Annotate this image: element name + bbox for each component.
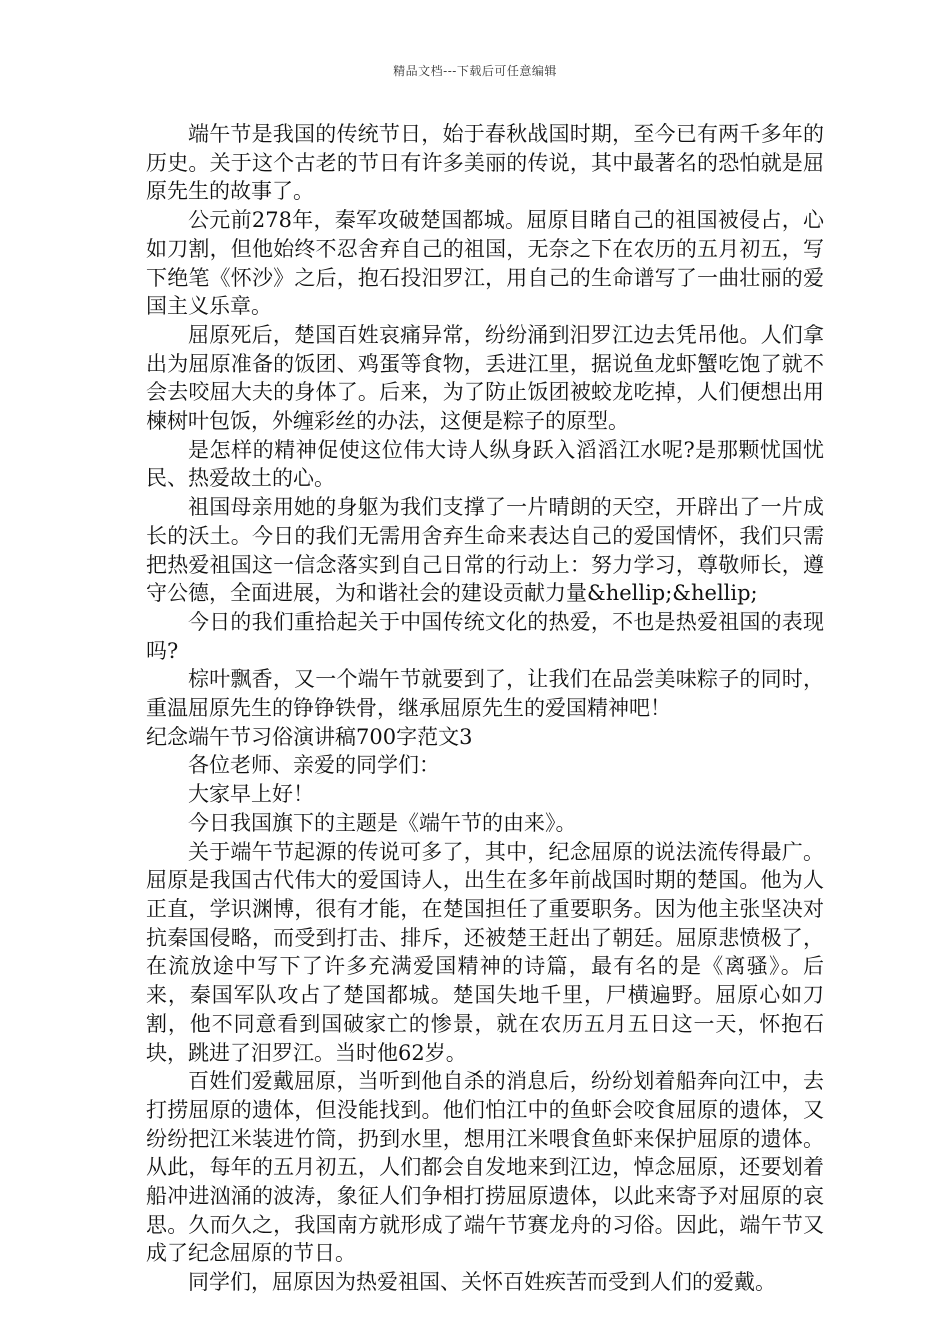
- paragraph: 祖国母亲用她的身躯为我们支撑了一片晴朗的天空，开辟出了一片成长的沃土。今日的我们无需用舍弃生命来表达自己的爱国情怀，我们只需把热爱祖国这一信念落实到自己日常的行动上：努力学习，尊敬师长，遵守公德，全面进展，为和谐社会的建设贡献力量&hellip;&hellip;: [146, 495, 824, 606]
- document-body: [146, 120, 824, 1297]
- paragraph: 今日我国旗下的主题是《端午节的由来》。: [188, 810, 577, 835]
- paragraph: 今日的我们重拾起关于中国传统文化的热爱，不也是热爱祖国的表现吗?: [146, 609, 824, 663]
- paragraph: 棕叶飘香，又一个端午节就要到了，让我们在品尝美味粽子的同时，重温屈原先生的铮铮铁骨，继承屈原先生的爱国精神吧！: [146, 667, 824, 721]
- paragraph: 大家早上好！: [188, 782, 314, 807]
- paragraph: 屈原死后，楚国百姓哀痛异常，纷纷涌到汨罗江边去凭吊他。人们拿出为屈原准备的饭团、鸡蛋等食物，丢进江里，据说鱼龙虾蟹吃饱了就不会去咬屈大夫的身体了。后来，为了防止饭团被蛟龙吃掉，人们便想出用楝树叶包饭，外缠彩丝的办法，这便是粽子的原型。: [146, 322, 824, 434]
- page-header: 精品文档---下载后可任意编辑: [393, 64, 557, 78]
- section-title: 纪念端午节习俗演讲稿700字范文3: [146, 724, 473, 749]
- paragraph: 关于端午节起源的传说可多了，其中，纪念屈原的说法流传得最广。屈原是我国古代伟大的爱国诗人，出生在多年前战国时期的楚国。他为人正直，学识渊博，很有才能，在楚国担任了重要职务。因为他主张坚决对抗秦国侵略，而受到打击、排斥，还被楚王赶出了朝廷。屈原悲愤极了，在流放途中写下了许多充满爱国精神的诗篇，最有名的是《离骚》。后来，秦国军队攻占了楚国都城。楚国失地千里，尸横遍野。屈原心如刀割，他不同意看到国破家亡的惨景，就在农历五月五日这一天，怀抱石块，跳进了汨罗江。当时他62岁。: [146, 839, 824, 1065]
- paragraph: 端午节是我国的传统节日，始于春秋战国时期，至今已有两千多年的历史。关于这个古老的节日有许多美丽的传说，其中最著名的恐怕就是屈原先生的故事了。: [146, 122, 824, 204]
- paragraph: 百姓们爱戴屈原，当听到他自杀的消息后，纷纷划着船奔向江中，去打捞屈原的遗体，但没能找到。他们怕江中的鱼虾会咬食屈原的遗体，又纷纷把江米装进竹筒，扔到水里，想用江米喂食鱼虾来保护屈原的遗体。从此，每年的五月初五，人们都会自发地来到江边，悼念屈原，还要划着船冲进汹涌的波涛，象征人们争相打捞屈原遗体，以此来寄予对屈原的哀思。久而久之，我国南方就形成了端午节赛龙舟的习俗。因此，端午节又成了纪念屈原的节日。: [146, 1069, 824, 1266]
- paragraph: 各位老师、亲爱的同学们：: [188, 753, 440, 778]
- paragraph: 公元前278年，秦军攻破楚国都城。屈原目睹自己的祖国被侵占，心如刀割，但他始终不忍舍弃自己的祖国，无奈之下在农历的五月初五，写下绝笔《怀沙》之后，抱石投汨罗江，用自己的生命谱写了一曲壮丽的爱国主义乐章。: [146, 208, 824, 319]
- paragraph: 是怎样的精神促使这位伟大诗人纵身跃入滔滔江水呢?是那颗忧国忧民、热爱故土的心。: [146, 437, 824, 491]
- paragraph: 同学们，屈原因为热爱祖国、关怀百姓疾苦而受到人们的爱戴。: [188, 1270, 776, 1295]
